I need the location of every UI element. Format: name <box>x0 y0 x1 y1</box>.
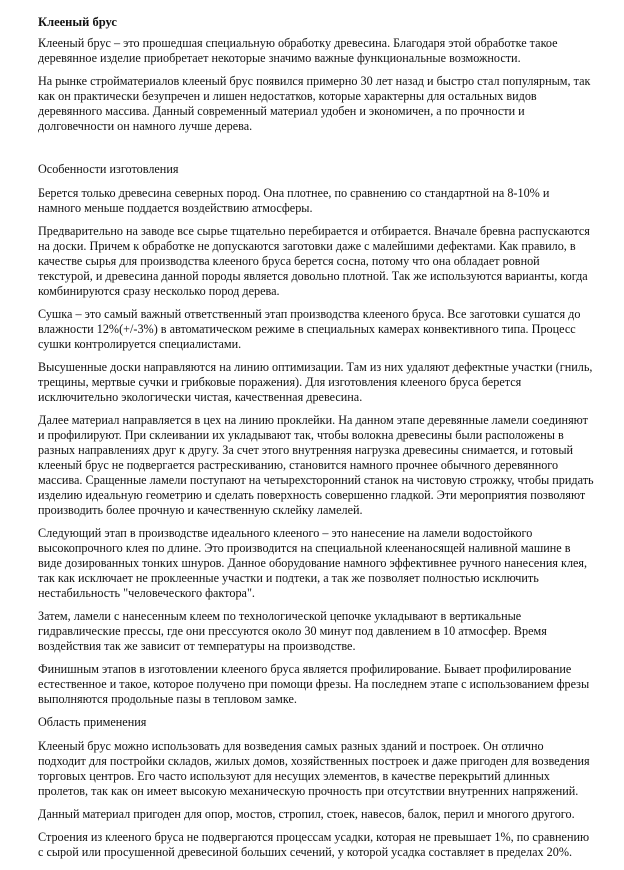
manufacturing-paragraph: Затем, ламели с нанесенным клеем по технологической цепочке укладывают в вертикальные гидравлические прессы, где они прессуются около 30 минут под давлением в 10 атмосфер. Время воздействия так же зависит от температуры на производстве. <box>38 609 547 653</box>
manufacturing-paragraph: Предварительно на заводе все сырье тщательно перебирается и отбирается. Вначале бревна распускаются на доски. Причем к обработке не допускаются заготовки даже с малейшими дефектами. Как правило, в качестве сырья для производства клееного бруса берется сосна, потому что она обладает ровной текстурой, и древесина данной породы является довольно плотной. Так же используются варианты, когда комбинируются сразу несколько пород дерева. <box>38 224 590 298</box>
manufacturing-paragraph: Финишным этапов в изготовлении клееного бруса является профилирование. Бывает профилирование естественное и такое, которое получено при помощи фрезы. На последнем этапе с использованием фрезы выполняются продольные пазы в тепловом замке. <box>38 662 590 706</box>
intro-paragraph-1: Клееный брус – это прошедшая специальную обработку древесина. Благодаря этой обработке такое деревянное изделие приобретает некоторые значимо важные функциональные возможности. <box>38 36 558 65</box>
section-heading-manufacturing: Особенности изготовления <box>38 162 179 176</box>
applications-paragraph: Клееный брус можно использовать для возведения самых разных зданий и построек. Он отлично подходит для постройки складов, жилых домов, хозяйственных построек и даже пригоден для возведения торговых центров. Его часто используют для несущих элементов, в качестве перекрытий длинных пролетов, так как он имеет высокую механическую прочность при отсутствии внутренних напряжений. <box>38 739 590 798</box>
manufacturing-paragraph: Высушенные доски направляются на линию оптимизации. Там из них удаляют дефектные участки (гниль, трещины, мертвые сучки и грибковые поражения). Для изготовления клееного бруса берется исключительно экологически чистая, качественная древесина. <box>38 360 593 404</box>
applications-paragraph: Данный материал пригоден для опор, мостов, стропил, стоек, навесов, балок, перил и многого другого. <box>38 807 575 821</box>
spacer <box>38 142 594 162</box>
section-heading-applications: Область применения <box>38 715 147 729</box>
manufacturing-paragraph: Сушка – это самый важный ответственный этап производства клееного бруса. Все заготовки сушатся до влажности 12%(+/-3%) в автоматическом режиме в специальных камерах конвективного типа. Процесс сушки контролируется специалистами. <box>38 307 581 351</box>
manufacturing-paragraph: Берется только древесина северных пород. Она плотнее, по сравнению со стандартной на 8-10% и намного меньше поддается воздействию атмосферы. <box>38 186 550 215</box>
manufacturing-paragraph: Следующий этап в производстве идеального клееного – это нанесение на ламели водостойкого высокопрочного клея по длине. Это производится на специальной клеенаносящей наливной машине в виде дозированных тонких шнуров. Данное оборудование намного эффективнее ручного нанесения клея, так как исключает не проклеенные участки и подтеки, а так же позволяет полностью исключить нестабильность "человеческого фактора". <box>38 526 588 600</box>
intro-paragraph-2: На рынке стройматериалов клееный брус появился примерно 30 лет назад и быстро стал популярным, так как он практически безупречен и лишен недостатков, которые характерны для остальных видов деревянного массива. Данный современный материал удобен и экономичен, а по прочности и долговечности он намного лучше дерева. <box>38 74 591 133</box>
manufacturing-paragraph: Далее материал направляется в цех на линию проклейки. На данном этапе деревянные ламели соединяют и профилируют. При склеивании их укладывают так, чтобы волокна древесины были расположены в разных направлениях друг к другу. За счет этого внутренняя нагрузка древесины снимается, и готовый клееный брус не подвергается растрескиванию, становится намного прочнее обычного деревянного массива. Сращенные ламели поступают на четырехсторонний станок на чистовую строжку, чтобы придать изделию идеальную геометрию и сделать поверхность совершенно гладкой. Эти мероприятия позволяют производить более прочную и качественную склейку ламелей. <box>38 413 594 517</box>
applications-paragraph: Строения из клееного бруса не подвергаются процессам усадки, которая не превышает 1%, по сравнению с сырой или просушенной древесиной больших сечений, у которой усадка составляет в пределах 20%. <box>38 830 590 859</box>
document-title: Клееный брус <box>38 15 117 29</box>
